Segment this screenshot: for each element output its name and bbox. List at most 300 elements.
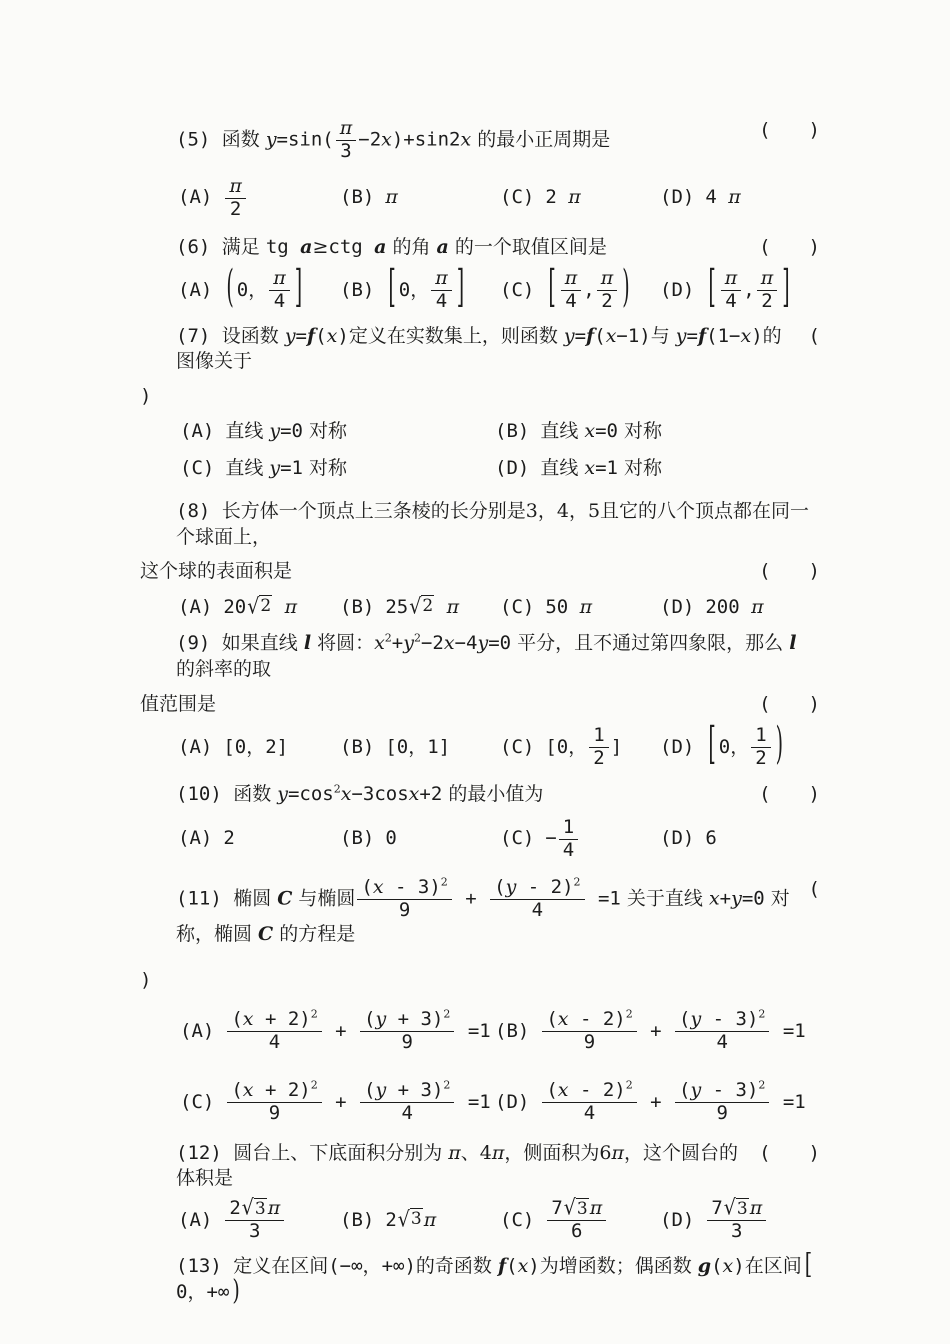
text-run: + — [391, 632, 404, 655]
fraction-denominator — [547, 1221, 606, 1243]
text-run: 椭圆 — [233, 887, 278, 910]
question-6-option-B — [340, 261, 500, 313]
text-run: [0 — [385, 735, 409, 758]
option-body — [540, 419, 662, 445]
question-10-option-B — [340, 826, 500, 852]
option-body — [225, 1080, 490, 1125]
math-fraction — [675, 1080, 769, 1125]
text-run: 圆台上、下底面积分别为 — [233, 1141, 449, 1164]
stem-line — [140, 559, 820, 585]
text-run: 25 — [385, 595, 409, 618]
question-7-option-A — [180, 419, 495, 445]
fraction-numerator — [675, 1009, 769, 1032]
stem-line — [140, 877, 820, 947]
question-9-option-D — [660, 718, 820, 770]
math-variable: x — [340, 783, 352, 806]
text-run: 2 — [601, 289, 613, 312]
text-run: 1 — [562, 815, 575, 838]
fraction-numerator — [751, 725, 770, 748]
bracket: ) — [622, 261, 630, 313]
text-run: 4 — [435, 289, 448, 312]
math-fraction — [336, 118, 357, 163]
text-run: + — [638, 1090, 674, 1113]
question-5-option-B — [340, 185, 500, 211]
text-run: - 3) — [383, 876, 441, 899]
text-run: ， — [408, 735, 428, 758]
text-run: 7 — [711, 1197, 723, 1220]
text-run: ， — [248, 278, 268, 301]
fraction-numerator — [597, 268, 618, 291]
math-variable: x — [584, 457, 596, 480]
question-10 — [140, 782, 820, 861]
radical — [241, 1195, 267, 1221]
question-12-option-C — [500, 1195, 660, 1243]
math-variable: π — [564, 267, 578, 290]
text-run: =0 — [488, 632, 512, 655]
question-9-option-B — [340, 735, 500, 761]
text-run: 对称 — [303, 419, 348, 442]
text-run: (−∞ — [328, 1255, 363, 1278]
option-label: (C) — [180, 457, 215, 480]
math-fraction — [589, 725, 608, 770]
fraction-denominator — [542, 1103, 636, 1125]
text-run: 的最小正周期是 — [471, 128, 611, 151]
stem-line — [140, 1141, 820, 1192]
text-run: 设函数 — [221, 324, 285, 347]
text-run: =1 — [771, 1019, 806, 1042]
text-run: 2 — [755, 747, 767, 770]
answer-paren: ( ) — [759, 236, 820, 259]
option-label: (C) — [500, 1208, 535, 1231]
option-body — [385, 1208, 436, 1234]
option-label: (A) — [178, 1208, 213, 1231]
fraction-numerator — [561, 268, 582, 291]
question-11-option-A — [180, 1009, 495, 1054]
text-run: ( — [231, 1008, 243, 1031]
text-run: 对称 — [617, 419, 663, 442]
text-run: 2 — [229, 197, 242, 220]
text-run: 0 — [236, 278, 249, 301]
text-run: 将圆： — [311, 632, 375, 655]
text-run: +∞ — [206, 1280, 230, 1303]
math-fraction — [721, 268, 742, 313]
text-run: ， — [187, 1280, 207, 1303]
math-variable: f — [497, 1255, 507, 1278]
math-variable: π — [611, 1141, 624, 1164]
fraction-numerator — [227, 1080, 321, 1103]
line-text — [140, 384, 151, 410]
text-run: 值范围是 — [140, 692, 217, 715]
math-variable: x — [517, 1255, 529, 1278]
superscript: 2 — [758, 1008, 766, 1022]
text-run: ( — [506, 1255, 518, 1278]
text-run: ( — [494, 876, 506, 899]
math-variable: π — [724, 267, 738, 290]
text-run: =1 — [280, 457, 303, 480]
text-run: + 2) — [253, 1079, 311, 1102]
fraction-denominator — [559, 840, 578, 862]
radicand: 3 — [410, 1208, 422, 1229]
bracket: [ — [388, 261, 396, 313]
superscript: 2 — [440, 876, 448, 890]
text-run: = — [295, 324, 307, 347]
option-body — [705, 261, 792, 313]
math-fraction — [227, 1009, 321, 1054]
radicand: 2 — [422, 595, 434, 616]
question-12-option-D — [660, 1195, 820, 1243]
text-run: ( — [711, 1255, 723, 1278]
question-8-option-D — [660, 595, 820, 621]
question-6-options — [178, 261, 820, 313]
question-7-option-D — [495, 456, 820, 482]
math-variable: y — [690, 1008, 702, 1031]
fraction-denominator — [336, 141, 357, 163]
text-run: 直线 — [540, 457, 585, 480]
text-run: - 2) — [568, 1079, 626, 1102]
option-body — [545, 817, 580, 862]
bracket: ] — [456, 261, 465, 313]
option-label: (B) — [340, 827, 375, 850]
text-run: =0 — [280, 419, 303, 442]
text-run: 3 — [340, 139, 352, 162]
text-run: 函数 — [233, 783, 278, 806]
text-run: 9 — [398, 899, 411, 922]
text-run: ) — [140, 968, 152, 991]
superscript: 2 — [384, 632, 392, 646]
math-variable: x — [443, 632, 455, 655]
text-run: 4 — [705, 186, 729, 209]
superscript: 2 — [443, 1008, 451, 1022]
radical-sign-icon: √ — [409, 594, 422, 620]
text-run — [435, 595, 446, 621]
fraction-denominator — [675, 1103, 769, 1125]
text-run: 的斜率的取 — [176, 632, 803, 681]
superscript: 2 — [625, 1008, 633, 1022]
math-variable: x — [557, 1008, 569, 1031]
superscript: 2 — [333, 782, 341, 796]
math-variable: f — [307, 324, 316, 347]
option-body — [223, 176, 248, 221]
text-run: 6 — [571, 1220, 583, 1243]
fraction-numerator — [757, 268, 778, 291]
question-11-option-C — [180, 1080, 495, 1125]
text-run: ( — [361, 876, 373, 899]
text-run: 9 — [401, 1031, 413, 1054]
math-variable: x — [740, 324, 752, 347]
fraction-numerator — [559, 817, 578, 840]
superscript: 2 — [443, 1078, 451, 1092]
radicand: 3 — [254, 1199, 266, 1220]
text-run: −1) — [616, 324, 651, 347]
math-variable: x — [605, 324, 617, 347]
fraction-denominator — [227, 1032, 321, 1054]
text-run: ) — [751, 324, 763, 347]
fraction-denominator — [225, 1221, 284, 1243]
text-run: 满足 — [221, 236, 266, 259]
text-run: 直线 — [540, 419, 585, 442]
math-variable: y — [563, 324, 575, 347]
text-run: (13) — [176, 1255, 234, 1278]
text-run: ( — [364, 1079, 376, 1102]
fraction-numerator — [431, 268, 452, 291]
radical — [247, 595, 272, 621]
math-variable: π — [491, 1141, 505, 1164]
math-variable: f — [697, 324, 707, 347]
line-text — [140, 559, 292, 585]
math-variable: π — [339, 117, 353, 139]
text-run: −3cos — [351, 783, 409, 806]
line-text — [140, 324, 801, 375]
text-run: 0 — [385, 827, 397, 850]
math-fraction — [542, 1080, 636, 1125]
radical-sign-icon: √ — [723, 1195, 736, 1221]
fraction-numerator — [589, 725, 608, 748]
text-run: −2 — [420, 632, 444, 655]
fraction-numerator — [547, 1195, 606, 1221]
math-variable: y — [265, 128, 277, 151]
text-run: 4 — [725, 289, 737, 312]
text-run: (11) — [176, 887, 234, 910]
stem-line — [140, 968, 820, 994]
text-run: 4 — [716, 1031, 728, 1054]
text-run: =1 — [771, 1090, 806, 1113]
fraction-numerator — [225, 176, 246, 199]
option-body — [540, 1009, 805, 1054]
math-fraction — [675, 1009, 769, 1054]
text-run: =0 — [741, 887, 765, 910]
stem-line — [140, 235, 820, 261]
fraction-numerator — [336, 118, 357, 141]
math-variable: x — [708, 887, 720, 910]
text-run: =cos — [287, 783, 334, 806]
text-run: 4 — [565, 289, 577, 312]
option-body — [540, 1080, 805, 1125]
option-body — [385, 826, 396, 852]
stem-line — [140, 324, 820, 375]
text-run: 2 — [593, 747, 605, 770]
question-8-option-B — [340, 595, 500, 621]
option-body — [705, 595, 763, 621]
text-run: =1 — [595, 457, 618, 480]
text-run: ，侧面积为6 — [504, 1141, 612, 1164]
text-run: ， — [730, 735, 750, 758]
radical-sign-icon: √ — [563, 1195, 576, 1221]
math-variable: π — [385, 186, 398, 209]
option-label: (B) — [495, 419, 530, 442]
math-variable: x — [584, 419, 596, 442]
fraction-denominator — [721, 291, 742, 313]
fraction-denominator — [227, 1103, 321, 1125]
bracket: [ — [708, 261, 716, 313]
text-run: 对称 — [303, 457, 348, 480]
question-8 — [140, 499, 820, 621]
math-fraction — [360, 1080, 454, 1125]
math-variable: y — [690, 1079, 702, 1102]
option-body — [223, 261, 305, 313]
fraction-denominator — [360, 1032, 454, 1054]
option-label: (C) — [500, 595, 535, 618]
fraction-numerator — [490, 877, 584, 900]
text-run: [0 — [223, 735, 247, 758]
text-run: + — [323, 1090, 359, 1113]
text-run: + 3) — [386, 1008, 444, 1031]
option-label: (C) — [500, 186, 535, 209]
text-run: ( — [679, 1008, 691, 1031]
text-run: 0 — [176, 1280, 188, 1303]
option-label: (D) — [660, 1208, 695, 1231]
option-label: (D) — [660, 186, 695, 209]
math-fraction — [561, 268, 582, 313]
option-label: (A) — [180, 1019, 215, 1042]
option-body — [223, 735, 288, 761]
text-run: - 2) — [568, 1008, 626, 1031]
stem-line — [140, 1248, 820, 1307]
math-variable: x — [242, 1008, 254, 1031]
option-body — [223, 595, 297, 621]
fraction-denominator — [597, 291, 618, 313]
text-run: 20 — [223, 595, 247, 618]
math-variable: y — [403, 632, 414, 655]
text-run: 4 — [401, 1101, 413, 1124]
text-run: 的奇函数 — [415, 1255, 498, 1278]
text-run: + — [638, 1019, 674, 1042]
radical — [409, 595, 434, 621]
math-variable: x — [460, 128, 472, 151]
text-run: 的方程是 — [273, 923, 356, 946]
fraction-numerator — [721, 268, 742, 291]
math-fraction — [751, 725, 770, 770]
math-variable: g — [697, 1255, 712, 1278]
math-variable: π — [589, 1197, 603, 1220]
superscript: 2 — [573, 876, 581, 890]
text-run: 直线 — [225, 457, 270, 480]
bracket: ] — [782, 261, 790, 313]
math-variable: x — [408, 783, 420, 806]
radical-sign-icon: √ — [247, 594, 260, 620]
option-body — [545, 261, 632, 313]
text-run: )+sin2 — [391, 128, 461, 151]
question-6-option-C — [500, 261, 660, 313]
math-fraction — [559, 817, 578, 862]
option-label: (B) — [340, 735, 375, 758]
question-9-option-C — [500, 725, 660, 770]
fraction-denominator — [707, 1221, 766, 1243]
text-run: 2 — [545, 186, 569, 209]
text-run: ( — [546, 1079, 558, 1102]
math-variable: π — [446, 595, 460, 618]
answer-paren: ( — [808, 324, 820, 347]
text-run: 9 — [583, 1031, 596, 1054]
superscript: 2 — [310, 1008, 318, 1022]
text-run: − — [545, 827, 557, 850]
text-run: 7 — [551, 1197, 563, 1220]
question-12-option-A — [178, 1195, 340, 1243]
text-run: 1 — [755, 724, 767, 747]
text-run: ( — [364, 1008, 376, 1031]
text-run: 对称，椭圆 — [176, 887, 790, 946]
math-variable: π — [435, 267, 448, 290]
math-fraction — [431, 268, 452, 313]
text-run: ) — [733, 1255, 745, 1278]
option-body — [705, 718, 786, 770]
question-6 — [140, 235, 820, 312]
question-5-option-C — [500, 185, 660, 211]
question-10-options — [178, 817, 820, 862]
math-variable: π — [600, 267, 614, 290]
option-label: (C) — [500, 827, 535, 850]
text-run: 如果直线 — [221, 632, 304, 655]
stem-line — [140, 384, 820, 410]
text-run: ， — [362, 1255, 382, 1278]
radical — [398, 1208, 423, 1234]
text-run: =1 — [456, 1019, 491, 1042]
stem-line — [140, 499, 820, 550]
question-7 — [140, 324, 820, 482]
text-run: 4 — [273, 289, 286, 312]
fraction-denominator — [360, 1103, 454, 1125]
line-text — [140, 1141, 751, 1192]
text-run: ≥ — [312, 236, 329, 259]
option-label: (D) — [495, 1090, 530, 1113]
line-text — [140, 782, 543, 808]
text-run: +∞) — [381, 1255, 416, 1278]
text-run: ] — [610, 735, 623, 758]
option-body — [223, 826, 234, 852]
fraction-denominator — [561, 291, 582, 313]
fraction-denominator — [225, 199, 246, 221]
text-run: 定义在实数集上，则函数 — [348, 324, 564, 347]
math-variable: f — [586, 324, 595, 347]
text-run: =1 — [456, 1090, 491, 1113]
text-run: + — [453, 887, 489, 910]
math-fraction — [269, 268, 290, 313]
text-run: 9 — [716, 1101, 728, 1124]
text-run: 1 — [593, 724, 605, 747]
text-run: 9 — [268, 1101, 281, 1124]
option-label: (B) — [340, 186, 375, 209]
option-label: (A) — [178, 278, 213, 301]
option-label: (A) — [180, 419, 215, 442]
math-variable: y — [477, 632, 489, 655]
question-7-options — [180, 419, 820, 482]
math-fraction — [357, 877, 451, 922]
stem-line — [140, 118, 820, 163]
math-variable: a — [374, 236, 387, 259]
option-label: (B) — [495, 1019, 530, 1042]
option-body — [385, 735, 450, 761]
text-run: 2 — [385, 1208, 397, 1231]
radicand: 3 — [736, 1199, 748, 1220]
math-variable: π — [284, 595, 298, 618]
question-6-option-A — [178, 261, 340, 313]
stem-line — [140, 631, 820, 682]
fraction-numerator — [360, 1080, 454, 1103]
answer-paren: ( ) — [759, 783, 820, 806]
question-9-options — [178, 718, 820, 770]
option-body — [225, 456, 347, 482]
option-body — [540, 456, 662, 482]
option-body — [385, 185, 398, 211]
text-run: −2 — [358, 128, 382, 151]
math-fraction — [227, 1080, 321, 1125]
option-label: (A) — [178, 186, 213, 209]
text-run: 平分，且不通过第四象限，那么 — [511, 632, 790, 655]
text-run: + 3) — [386, 1079, 444, 1102]
math-fraction — [490, 877, 584, 922]
text-run: 为增函数；偶函数 — [539, 1255, 698, 1278]
math-variable: y — [375, 1008, 387, 1031]
question-12 — [140, 1141, 820, 1243]
